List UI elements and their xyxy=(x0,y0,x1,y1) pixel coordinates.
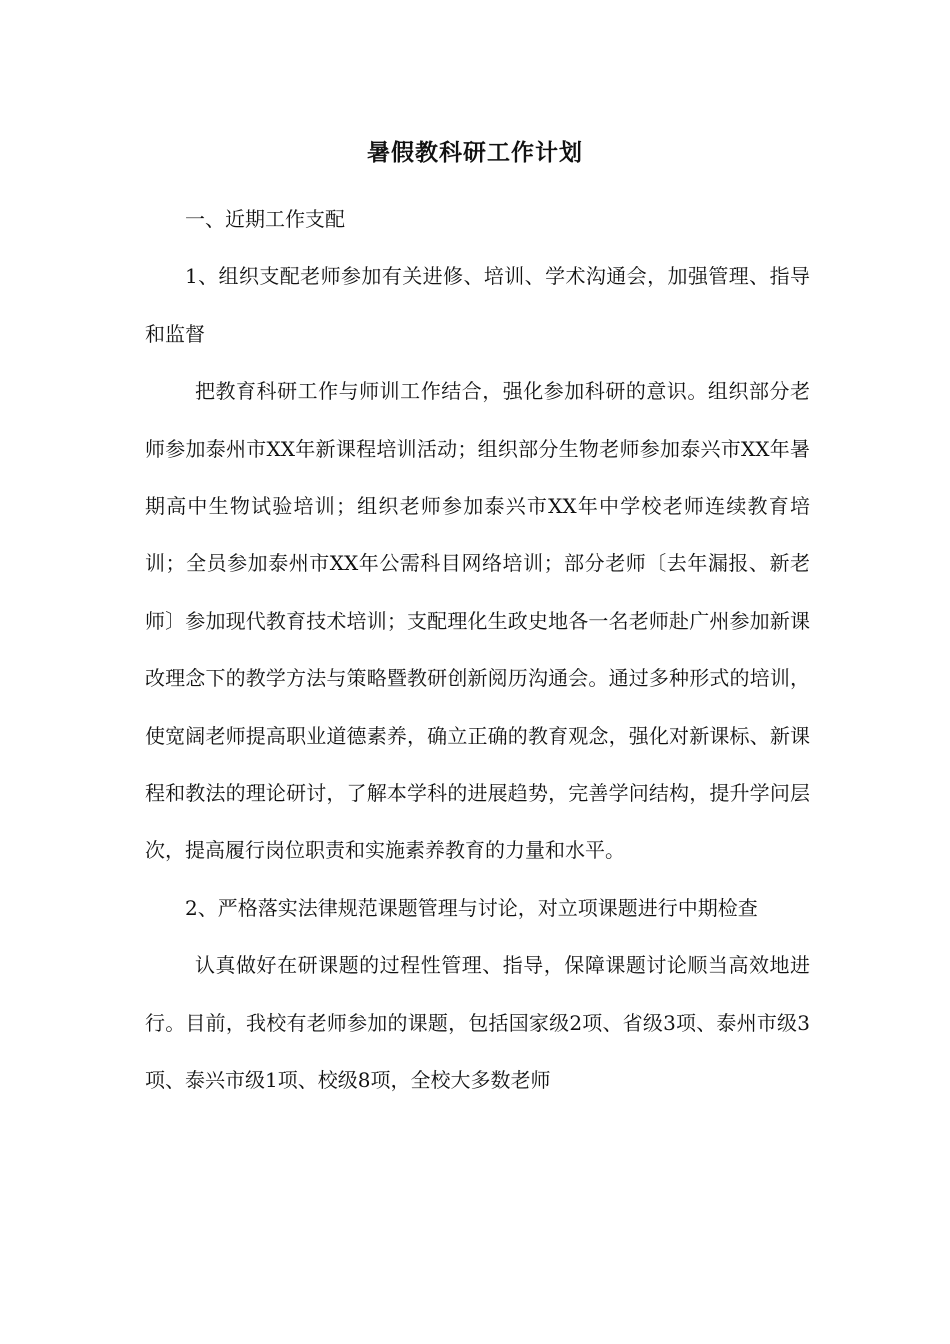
section-heading: 一、近期工作支配 xyxy=(185,207,345,231)
item-heading-2: 2、严格落实法律规范课题管理与讨论，对立项课题进行中期检查 xyxy=(185,895,758,920)
body-paragraph-2: 认真做好在研课题的过程性管理、指导，保障课题讨论顺当高效地进行。目前，我校有老师参加的课题，包括国家级2项、省级3项、泰州市级3项、泰兴市级1项、校级8项，全校大多数老师 xyxy=(145,953,810,1093)
body-paragraph-1: 把教育科研工作与师训工作结合，强化参加科研的意识。组织部分老师参加泰州市XX年新课程培训活动；组织部分生物老师参加泰兴市XX年暑期高中生物试验培训；组织老师参加泰兴市XX年中学校老师连续教育培训；全员参加泰州市XX年公需科目网络培训；部分老师〔去年漏报、新老师〕参加现代教育技术培训；支配理化生政史地各一名老师赴广州参加新课改理念下的教学方法与策略暨教研创新阅历沟通会。通过多种形式的培训，使宽阔老师提高职业道德素养，确立正确的教育观念，强化对新课标、新课程和教法的理论研讨，了解本学科的进展趋势，完善学问结构，提升学问层次，提高履行岗位职责和实施素养教育的力量和水平。 xyxy=(145,379,810,863)
item-heading-1: 1、组织支配老师参加有关进修、培训、学术沟通会，加强管理、指导和监督 xyxy=(145,264,810,346)
document-body xyxy=(145,191,810,1110)
document-title: 暑假教科研工作计划 xyxy=(367,139,583,166)
